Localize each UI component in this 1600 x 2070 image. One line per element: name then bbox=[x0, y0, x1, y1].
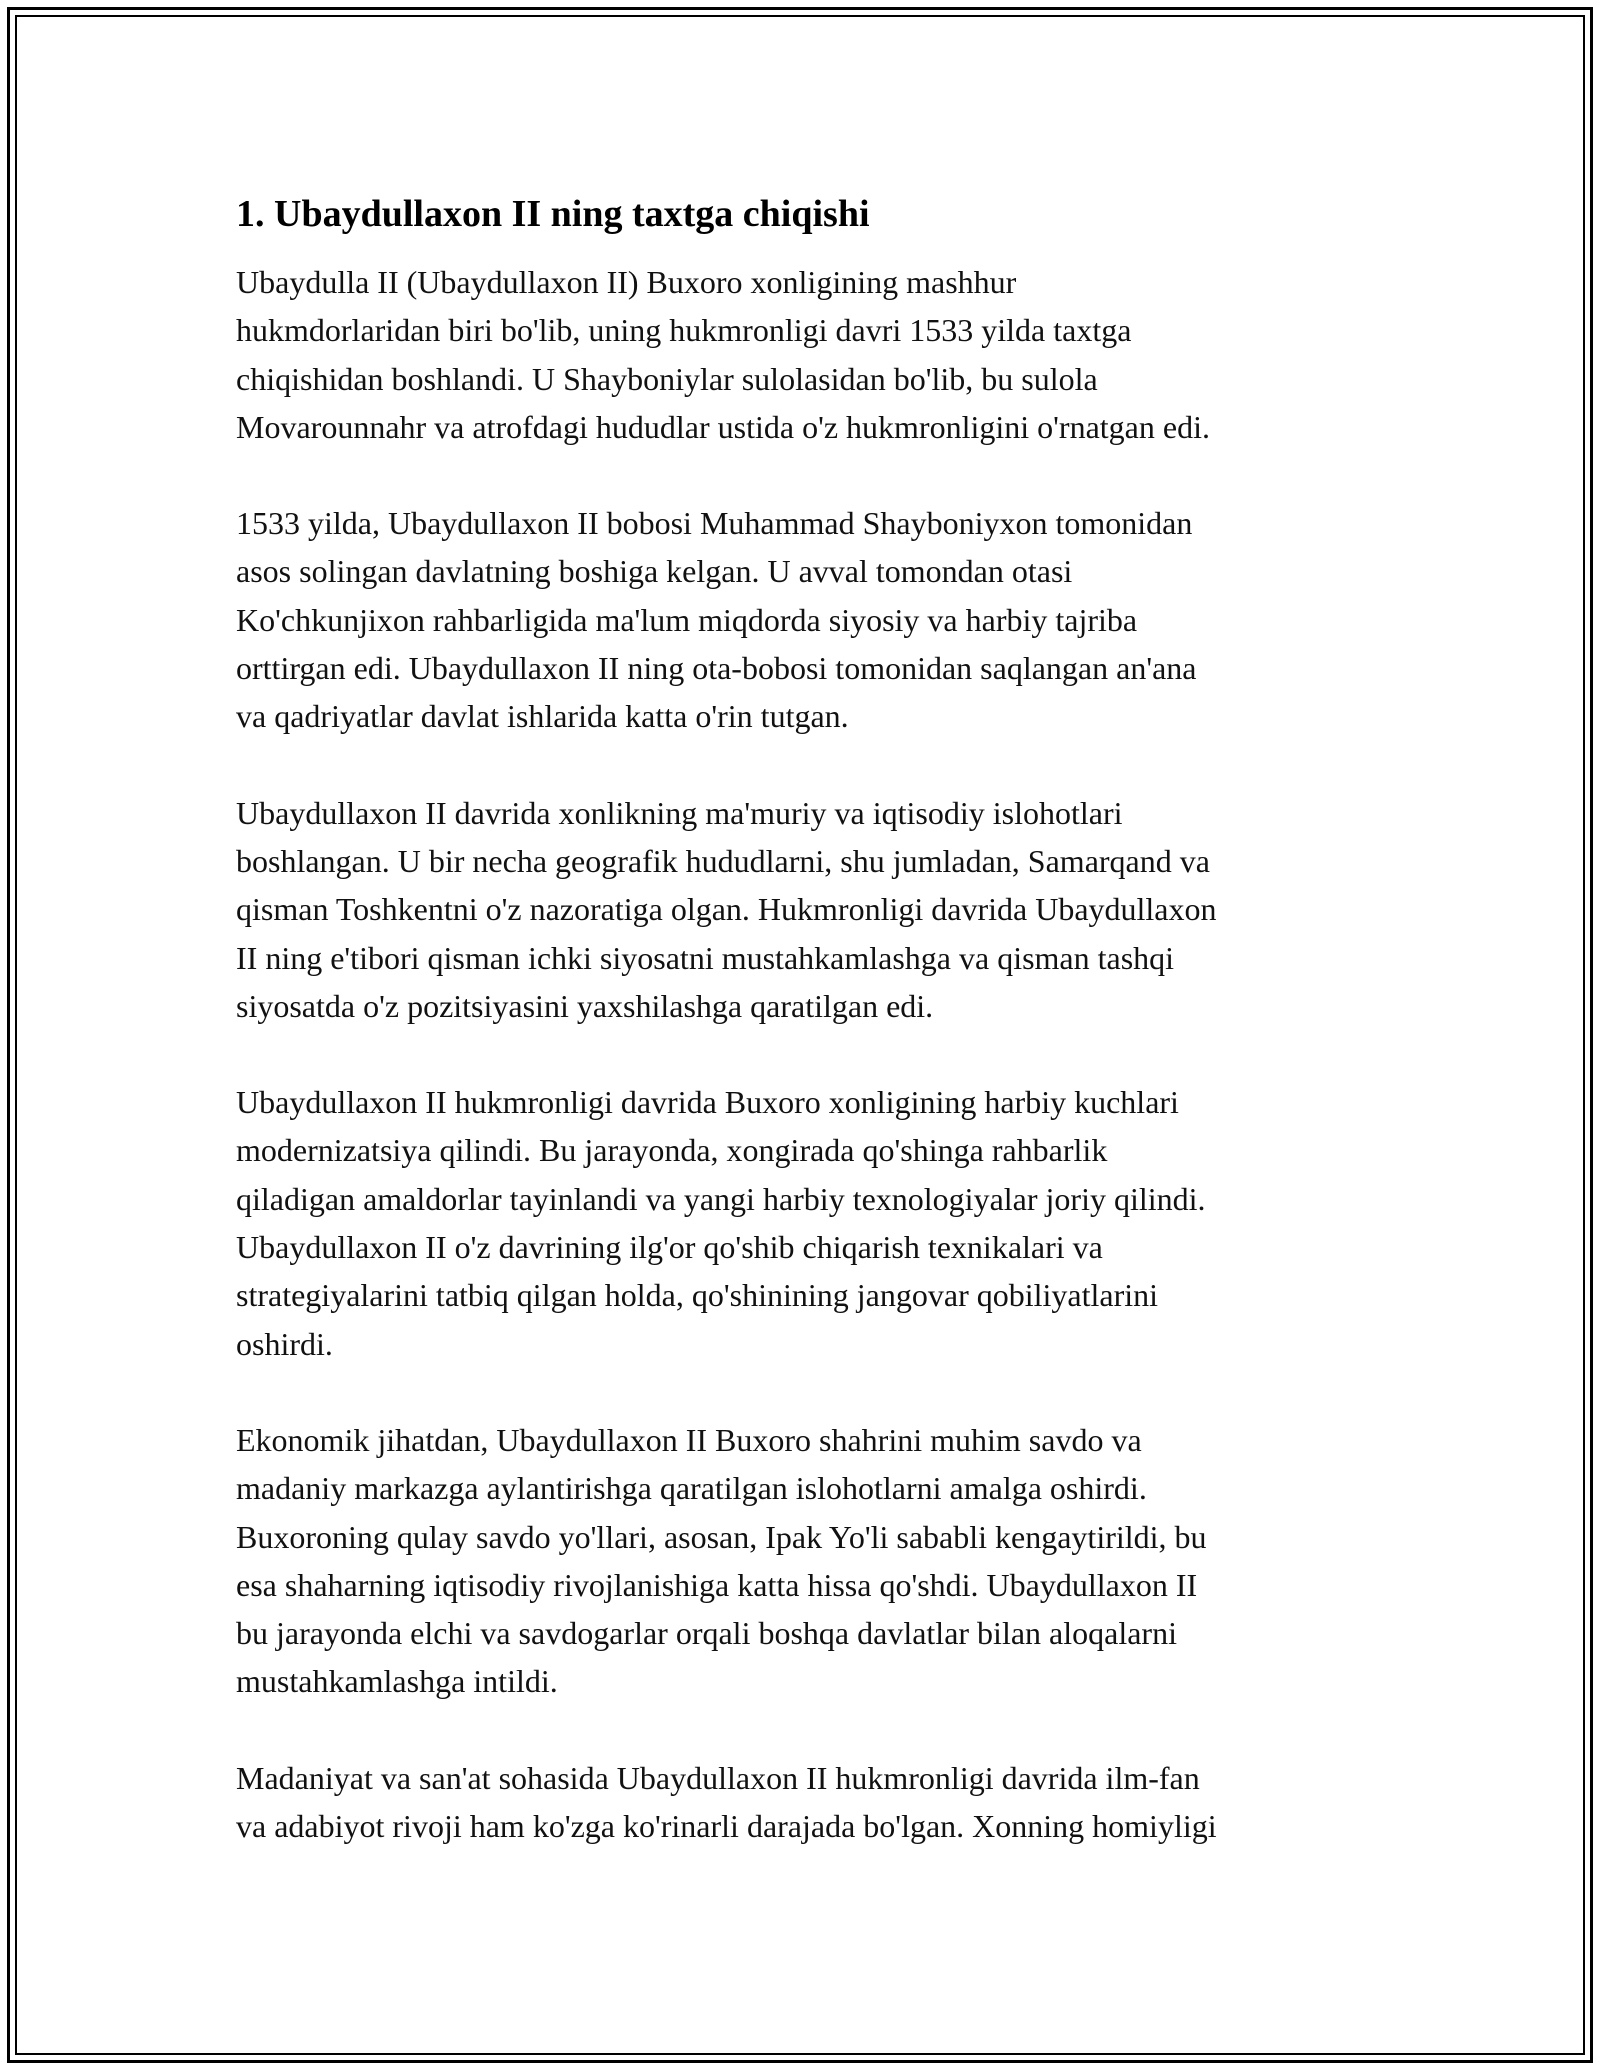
text-line: qisman Toshkentni o'z nazoratiga olgan. Hukmronligi davrida Ubaydullaxon bbox=[236, 891, 1217, 928]
text-line: Madaniyat va san'at sohasida Ubaydullaxon II hukmronligi davrida ilm-fan bbox=[236, 1759, 1200, 1796]
text-line: hukmdorlaridan biri bo'lib, uning hukmronligi davri 1533 yilda taxtga bbox=[236, 312, 1132, 349]
text-line: Ko'chkunjixon rahbarligida ma'lum miqdorda siyosiy va harbiy tajriba bbox=[236, 601, 1138, 638]
paragraph-4 bbox=[236, 1078, 1374, 1368]
paragraph-1 bbox=[236, 258, 1374, 451]
text-line: va adabiyot rivoji ham ko'zga ko'rinarli darajada bo'lgan. Xonning homiyligi bbox=[236, 1808, 1217, 1845]
document-body bbox=[236, 186, 1374, 1898]
text-line: oshirdi. bbox=[236, 1325, 333, 1362]
text-line: asos solingan davlatning boshiga kelgan. U avval tomondan otasi bbox=[236, 553, 1073, 590]
text-line: va qadriyatlar davlat ishlarida katta o'rin tutgan. bbox=[236, 698, 849, 735]
text-line: Movarounnahr va atrofdagi hududlar ustida o'z hukmronligini o'rnatgan edi. bbox=[236, 408, 1210, 445]
text-line: Buxoroning qulay savdo yo'llari, asosan, Ipak Yo'li sababli kengaytirildi, bu bbox=[236, 1518, 1207, 1555]
paragraph-6 bbox=[236, 1754, 1374, 1851]
text-line: boshlangan. U bir necha geografik hududlarni, shu jumladan, Samarqand va bbox=[236, 842, 1210, 879]
text-line: modernizatsiya qilindi. Bu jarayonda, xongirada qo'shinga rahbarlik bbox=[236, 1132, 1108, 1169]
text-line: madaniy markazga aylantirishga qaratilgan islohotlarni amalga oshirdi. bbox=[236, 1470, 1147, 1507]
text-line: qiladigan amaldorlar tayinlandi va yangi harbiy texnologiyalar joriy qilindi. bbox=[236, 1180, 1206, 1217]
text-line: chiqishidan boshlandi. U Shayboniylar sulolasidan bo'lib, bu sulola bbox=[236, 360, 1098, 397]
text-line: siyosatda o'z pozitsiyasini yaxshilashga qaratilgan edi. bbox=[236, 987, 934, 1024]
text-line: Ubaydullaxon II hukmronligi davrida Buxoro xonligining harbiy kuchlari bbox=[236, 1084, 1179, 1121]
text-line: 1533 yilda, Ubaydullaxon II bobosi Muhammad Shayboniyxon tomonidan bbox=[236, 505, 1193, 542]
text-line: II ning e'tibori qisman ichki siyosatni mustahkamlashga va qisman tashqi bbox=[236, 939, 1175, 976]
section-heading: 1. Ubaydullaxon II ning taxtga chiqishi bbox=[236, 193, 870, 235]
text-line: mustahkamlashga intildi. bbox=[236, 1663, 558, 1700]
paragraph-5 bbox=[236, 1416, 1374, 1706]
text-line: bu jarayonda elchi va savdogarlar orqali boshqa davlatlar bilan aloqalarni bbox=[236, 1615, 1177, 1652]
text-line: esa shaharning iqtisodiy rivojlanishiga katta hissa qo'shdi. Ubaydullaxon II bbox=[236, 1566, 1198, 1603]
text-line: Ekonomik jihatdan, Ubaydullaxon II Buxoro shahrini muhim savdo va bbox=[236, 1421, 1142, 1458]
text-line: Ubaydullaxon II davrida xonlikning ma'muriy va iqtisodiy islohotlari bbox=[236, 794, 1123, 831]
text-line: Ubaydullaxon II o'z davrining ilg'or qo'shib chiqarish texnikalari va bbox=[236, 1229, 1103, 1266]
paragraph-2 bbox=[236, 499, 1374, 740]
text-line: orttirgan edi. Ubaydullaxon II ning ota-bobosi tomonidan saqlangan an'ana bbox=[236, 650, 1197, 687]
paragraph-3 bbox=[236, 789, 1374, 1030]
text-line: Ubaydulla II (Ubaydullaxon II) Buxoro xonligining mashhur bbox=[236, 264, 1017, 300]
text-line: strategiyalarini tatbiq qilgan holda, qo'shinining jangovar qobiliyatlarini bbox=[236, 1277, 1159, 1314]
